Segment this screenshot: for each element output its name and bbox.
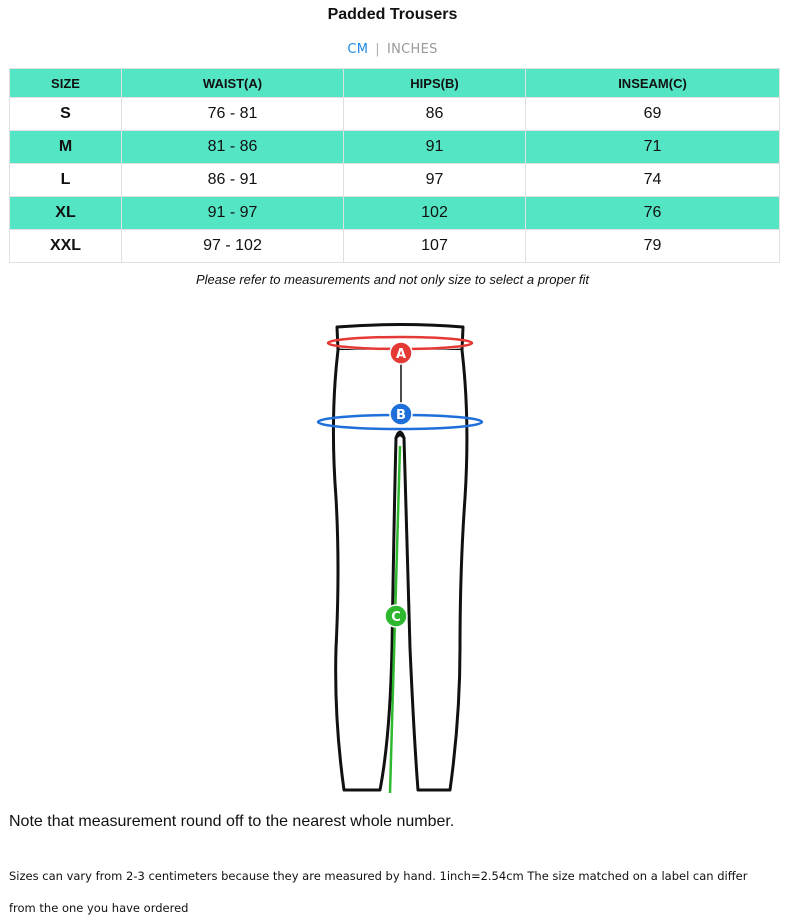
size-cell: XXL [10, 230, 122, 263]
size-chart-table [9, 68, 780, 263]
hips-cell: 102 [344, 197, 526, 230]
rounding-note: Note that measurement round off to the nearest whole number. [9, 813, 455, 830]
hips-cell: 86 [344, 98, 526, 131]
header-inseam: INSEAM(C) [526, 69, 780, 98]
size-cell: XL [10, 197, 122, 230]
inseam-cell: 71 [526, 131, 780, 164]
table-row [10, 230, 780, 263]
inseam-cell: 74 [526, 164, 780, 197]
table-header-row [10, 69, 780, 98]
header-hips: HIPS(B) [344, 69, 526, 98]
table-row [10, 98, 780, 131]
inseam-cell: 76 [526, 197, 780, 230]
waist-cell: 76 - 81 [122, 98, 344, 131]
waist-cell: 81 - 86 [122, 131, 344, 164]
unit-separator: | [375, 42, 380, 57]
size-cell: S [10, 98, 122, 131]
header-size: SIZE [10, 69, 122, 98]
unit-cm-tab[interactable]: CM [347, 42, 369, 57]
unit-switch [0, 42, 785, 57]
waist-cell: 86 - 91 [122, 164, 344, 197]
measurement-variance-note: Sizes can vary from 2-3 centimeters because they are measured by hand. 1inch=2.54cm The size matched on a label can differ from the one you have ordered [9, 869, 748, 915]
waist-cell: 97 - 102 [122, 230, 344, 263]
waist-cell: 91 - 97 [122, 197, 344, 230]
marker-a-label: A [395, 347, 407, 362]
marker-b-label: B [396, 408, 406, 423]
header-waist: WAIST(A) [122, 69, 344, 98]
trousers-outline-icon [333, 325, 466, 791]
size-cell: L [10, 164, 122, 197]
table-row [10, 164, 780, 197]
inseam-cell: 79 [526, 230, 780, 263]
table-row [10, 197, 780, 230]
size-cell: M [10, 131, 122, 164]
fit-note: Please refer to measurements and not only size to select a proper fit [195, 272, 590, 287]
hips-cell: 91 [344, 131, 526, 164]
trousers-diagram [300, 318, 500, 800]
table-row [10, 131, 780, 164]
hips-cell: 97 [344, 164, 526, 197]
hips-cell: 107 [344, 230, 526, 263]
inseam-cell: 69 [526, 98, 780, 131]
page-title: Padded Trousers [327, 6, 458, 23]
marker-c-label: C [391, 610, 401, 625]
unit-inches-tab[interactable]: INCHES [386, 42, 438, 57]
